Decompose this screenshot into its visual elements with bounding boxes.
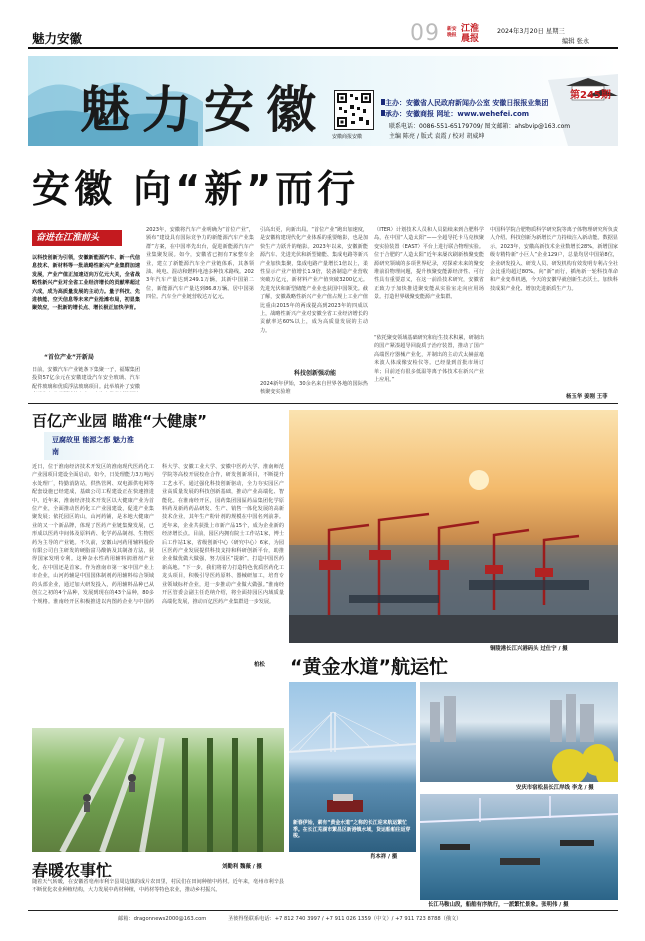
- yq-caption: 安庆市宿松县长江岸线 李龙 / 摄: [516, 785, 594, 791]
- lead-col5: 中国科学院合肥物质科学研究院等离子体物理研究所负责人介绍。科技创新为新增长产力持续注入新动能。数据显示，2023年，安徽高新技术企业数增长28%，新增国家级专精特新“小巨人”企业129户，总量均居中国第8位，企业研发投入、研发人员、研发机构有效发明专利占全社会比重均超过80%。向“新”而行，插角新一轮科技革命和产业变革机遇，今天的安徽早就创新生态沃土。加快科技成果产业化、增加先进新质生产力。: [490, 227, 618, 292]
- article1-body: 近日，位于淮南经济技术开发区的淮南现代医药化工产业园项目建设全面启动。如今，日处理能力3万吨污水处理厂，特勤消防站，供热管网、双电源供电网等配套设施已经建成，基础公司工程建设正在快速推进中。近年来，淮南经济技术开发区以大健康产业为首位产业，全面推动医药化工产业园建设，促进产业集聚发展；依托园区的山，山河药铺，是本地大健康产业的又一个新品牌，体现了医药产业链集聚发展，已形成以医药中间体及原料药、化学药品制剂、生物医药为主导的产业链。不久前，安徽山河药用辅料股份有限公司自主研发的硬脂富马酸钠及其制备方法，获得国家发明专利。这种杂水性药用辅料润滑剂产业化，在中国还是首家。作为淮南市第一家中国产业上市企业，山河药辅是中国国体制剂药用辅料综合领域的头部企业，通过加大研发投入，药用辅料品种已从创立之初的4个品种，发展到现在的43个品种，80多个规格。淮南经开区积极推进以内图药企业与中国药科大学、安徽工业大学、安徽中医药大学、淮南师范学院等高校开展校企合作，研发创新项目，不断提升工艺水平。通过强化科技创新驱动，全力夯实园区产业高质量发展的科技创新基础，推动产业高端化、智能化。在淮南经开区，园药集团园區药品集团化学原料药及新药药品研发、生产、销售一体化发展的高新技术企业，其年生产粉针剂的规模在中国名列前茅。近年来，企业共获批上市新产品15个，成为企业新的经济增长点。目前，园区内拥有院士工作站1家，博士后工作站1家，省级创新中心（研究中心）6家，为园区医药产业发展提供科技支持和科研创新平台，助推企业做优做大做强，努力园区“提新”，打造中国医药新高地。“下一步，我们将着力打造特色优质医药化工龙头项目，积极引导医药原料、器械研加工，培育专业领域标杆企业，进一步推动产业做大做强。”淮南经开区管委会副主任范纳介绍，将全面持园区内域质量高端化发展，推动百亿医药产业集群进一步发展。: [32, 464, 284, 605]
- section-divider: [28, 403, 618, 404]
- lead-col1: 日前，安徽汽车产业链条下集聚一子，福耀集团投资57亿余元在安徽建设汽车安全玻璃、汽车配件玻璃和优质浮法玻璃项目。此举填补了安徽: [32, 367, 140, 390]
- article2-headline: “黄金水道”航运忙: [290, 656, 448, 678]
- subhead-tech: 科技创新强动能: [294, 370, 337, 377]
- article3-body: 随着天气转暖，在安徽省亳州市利辛县周边镇的成片农田里，村民们在田间种植中药材。近年来，亳州市利辛县不断优化农业种植结构，大力发展中药材种植，中药材等特色农业，推动乡村振兴。: [32, 879, 284, 894]
- port-photo: [289, 410, 618, 643]
- article3-headline: 春暖农事忙: [32, 861, 113, 880]
- qr-caption: 安徽商报安徽: [332, 134, 363, 140]
- lead-headline: 安徽 向“新”而行: [32, 167, 360, 211]
- lead-col2: 2023年，安徽将汽车产业明确为“首位产业”，颁布“建设具有国际竞争力的新能源汽车产业集群”方案，在中国率先出台，促进新能源汽车产业集聚发展。如今，安徽省已拥有7家整车企业，建立了新能源汽车全产业链体系，其条领油、纯电、混动和燃料电池多种技术路线。2023年汽车产量达到249.1万辆，其新中国第二位，新能源汽车产量达到86.8万辆。居中国第四位。汽车全产业链营收达万亿元。: [146, 227, 254, 301]
- ma-scene: [420, 794, 618, 900]
- host-line: 主办：安徽省人民政府新闻办公室 安徽日报报业集团: [385, 99, 549, 107]
- lead-byline: 杨玉华 姜刚 王菲: [566, 394, 608, 400]
- article1-tag-text: 豆腐故里 能源之都 魅力淮南: [52, 436, 134, 456]
- bridge-caption: 新春伊始，素有“黄金水道”之称的长江迎来航运繁忙季。在长江芜湖市繁昌区新港镇水域，货运船舶往返穿梭。: [293, 820, 411, 840]
- editor: 编辑 张永: [562, 38, 590, 45]
- staff-line: 主编 陈亮 / 版式 袁霞 / 校对 胡威坤: [389, 133, 485, 140]
- issue-number: 第245期: [570, 90, 611, 101]
- footer-rule: [28, 910, 618, 911]
- bar-mark: [381, 99, 385, 105]
- org-line: 承办：安徽商报 网址：www.wehefei.com: [385, 110, 530, 118]
- farm-photo: [32, 728, 284, 852]
- contact-line: 联系电话：0086-551-65179709/ 图文邮箱：ahsbvip@163.com: [389, 123, 571, 130]
- qr-code: [334, 90, 374, 130]
- lead-col3: 引高出更，向新出局。“首位产业”跑出加速度，是安徽构建现代化产业体系的重要缩影，也是加快生产力跃升的缩影。2023年以来，安徽新能源汽车、先进光伏和新型储能、集成电路等新兴产业加快集聚，集成电路产量增长1倍以上，柔性显示产业产值增长1.9倍，装备制造产业营收突破万亿元，新材料产业产值突破3200亿元。先进光伏和新型储能产业业也获国中国领先。截了解，安徽战略性新兴产业产值占规上工业产值比重由2015年的两成提高到2023年的四成以上，战略性新兴产业对安徽全省工业经济增长的贡献率达60%以上，成为高质量发展的主动力。: [260, 227, 368, 334]
- port-caption: 铜陵港长江兴港码头 过仕宁 / 摄: [490, 646, 568, 652]
- ma-photo: [420, 794, 618, 900]
- article1-headline: 百亿产业园 瞄准“大健康”: [32, 412, 207, 430]
- article3-byline: 刘勤利 魏薇 / 摄: [222, 864, 262, 870]
- subhead-first-industry: “首位产业”开新局: [44, 354, 94, 361]
- bar-mark: [381, 110, 385, 116]
- yq-photo: [420, 682, 618, 782]
- brand-logo: 江淮晨报: [461, 24, 480, 44]
- brand-small: 新安晚报: [447, 27, 457, 38]
- qr-icon: [335, 91, 373, 129]
- article1-tag: [44, 432, 140, 460]
- page-number: 09: [410, 21, 440, 46]
- lead-col4b: “依托聚变领域基础研究和衍生技术积累，研制出的国产紧凑超导回旋质子治疗装置，推动了国产高端医疗器械产业化，并制出的主动式太赫兹毫米波人体成像安检仪等。已经量到首批市场订单；目前还有很多低温等离子体技术在新兴产业上应用。”: [374, 335, 484, 384]
- lead-intro: 以科技创新为引领，安徽新能源汽车、新一代信息技术、新材料等一批战略性新兴产业集群加速发展，产业产值正加速迈向万亿元大关，全省战略性新兴产业对全省工业经济增长的贡献率超过六成，成为高质量发展的主动力。量子科技、先进核能、空天信息等未来产业抢滩布局，初显集聚效应，一批新的增长点、增长极正加快孕育。: [32, 255, 140, 312]
- lead-col4: （ITER）计划技术人员和人员陆续来到合肥科学岛，在中国“人造太阳”——全超导托卡马克核聚变实验装置（EAST）平台上进行联合物理实验。位于合肥的“人造太阳”近年来屡次刷新核聚变能源研究领域的多项世界纪录，对探索未来的聚变堆前沿物理问题，提升核聚变能源经济性、可行性具有重要意义，在这一前沿技术研究，安徽省正致力于加快推进聚变能从实验室走向应用场景。打造世界级聚变能源产业集群。: [374, 227, 484, 301]
- lead-tag: 奋进在江淮前头: [32, 230, 122, 246]
- article1-byline: 柏松: [254, 662, 265, 668]
- banner-title: 魅力安徽: [80, 80, 328, 139]
- section-label: 魅力安徽: [32, 31, 83, 46]
- bridge-byline: 肖本祥 / 摄: [370, 854, 398, 860]
- yq-scene: [420, 682, 618, 782]
- issue-date: 2024年3月20日 星期三: [497, 28, 565, 35]
- farm-scene: [32, 728, 284, 852]
- footer-email: 邮箱：dragonnews2000@163.com: [118, 916, 207, 922]
- bridge-photo: [289, 682, 416, 852]
- port-scene: [289, 410, 618, 643]
- lead-col3b: 2024新年伊始，30余名来自世界各地的国际热核聚变实验堆: [260, 381, 368, 396]
- ma-caption: 长江马鞍山段，船舶有序航行，一派繁忙景象。张明伟 / 摄: [428, 902, 569, 908]
- top-rule: [28, 47, 618, 49]
- footer-contact: 圣彼得堡联系电话：+7 812 740 3997 / +7 911 026 1359（中文）/ +7 911 723 8788（俄文）: [228, 916, 462, 922]
